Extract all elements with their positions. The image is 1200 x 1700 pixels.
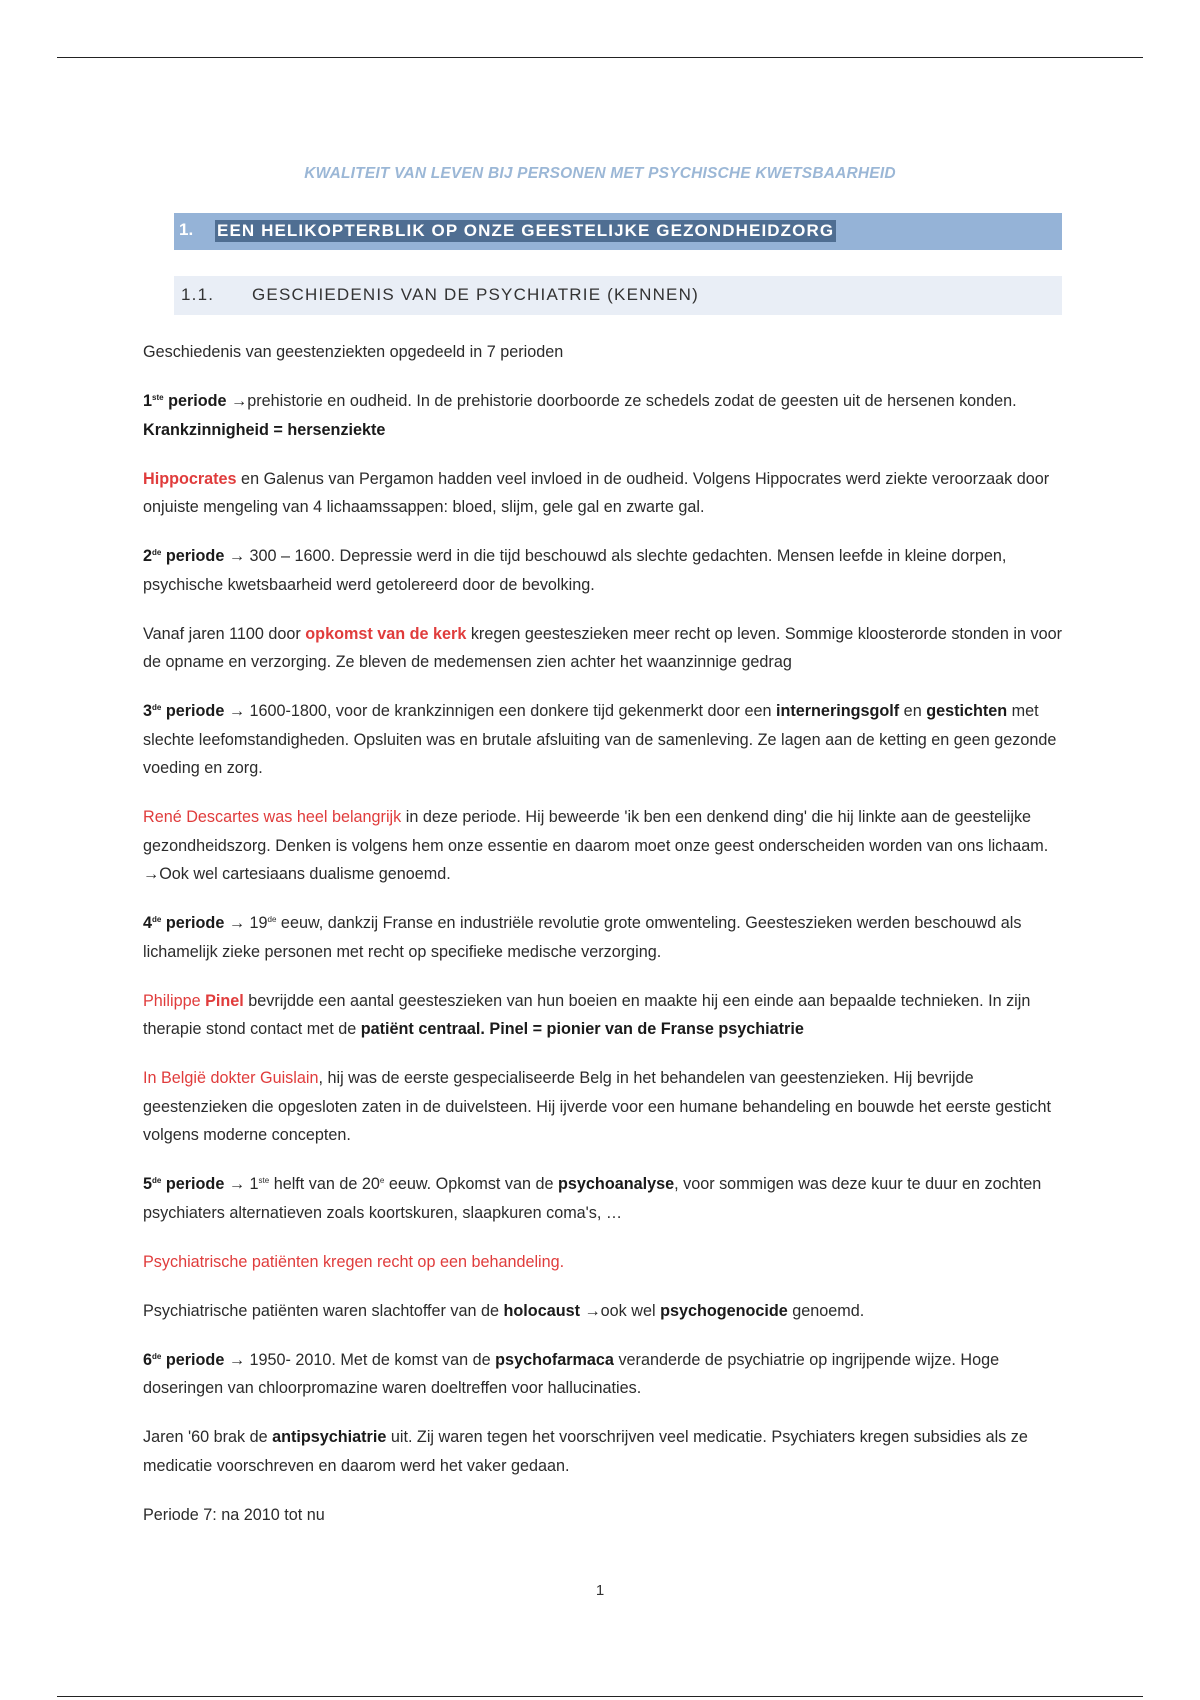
arrow-icon: → — [228, 914, 246, 932]
document-body — [143, 338, 1063, 1550]
period-1-paragraph: 1ste periode →prehistorie en oudheid. In de prehistorie doorboorde ze schedels zodat de geesten uit de hersenen konden. Krankzinnigheid = hersenziekte — [143, 392, 1017, 439]
arrow-icon: → — [228, 547, 246, 565]
intro-paragraph: Geschiedenis van geestenziekten opgedeeld in 7 perioden — [143, 343, 564, 361]
heading-2 — [174, 276, 1062, 315]
heading-1 — [174, 213, 1062, 250]
arrow-icon: → — [231, 392, 248, 410]
arrow-icon: → — [228, 702, 246, 720]
period-4-paragraph: 4de periode → 19de eeuw, dankzij Franse en industriële revolutie grote omwenteling. Geesteszieken werden beschouwd als lichamelijk zieke personen met recht op specifieke medische verzorging. — [143, 914, 1022, 961]
period-6-paragraph: 6de periode → 1950- 2010. Met de komst van de psychofarmaca veranderde de psychiatrie op ingrijpende wijze. Hoge doseringen van chloorpromazine waren doeltreffen voor hallucinaties. — [143, 1350, 1000, 1397]
page-number: 1 — [595, 1582, 605, 1599]
heading-1-number: 1. — [179, 220, 194, 239]
pinel-paragraph: Philippe Pinel bevrijdde een aantal geesteszieken van hun boeien en maakte hij een einde aan bepaalde technieken. In zijn therapie stond contact met de patiënt centraal. Pinel = pionier van de Franse psychiatrie — [143, 991, 1031, 1038]
church-paragraph: Vanaf jaren 1100 door opkomst van de kerk kregen geesteszieken meer recht op leven. Sommige kloosterorde stonden in voor de opname en verzorging. Ze bleven de medemensen zien achter het waanzinnige gedrag — [143, 624, 1063, 671]
top-rule — [57, 57, 1143, 58]
arrow-icon: → — [143, 865, 160, 883]
arrow-icon: → — [228, 1350, 246, 1369]
heading-2-number: 1.1. — [181, 285, 215, 304]
arrow-icon: → — [228, 1175, 246, 1193]
guislain-paragraph: In België dokter Guislain, hij was de eerste gespecialiseerde Belg in het behandelen van geestenzieken. Hij bevrijde geestenzieken die opgesloten zaten in de duivelsteen. Hij ijverde voor een humane behandeling en bouwde het eerste gesticht volgens moderne concepten. — [143, 1069, 1052, 1144]
document-title: KWALITEIT VAN LEVEN BIJ PERSONEN MET PSYCHISCHE KWETSBAARHEID — [304, 165, 896, 182]
heading-1-text: EEN HELIKOPTERBLIK OP ONZE GEESTELIJKE GEZONDHEIDZORG — [217, 221, 835, 240]
holocaust-paragraph: Psychiatrische patiënten waren slachtoffer van de holocaust →ook wel psychogenocide genoemd. — [143, 1301, 865, 1320]
heading-2-text: GESCHIEDENIS VAN DE PSYCHIATRIE (KENNEN) — [252, 285, 699, 304]
antipsychiatry-paragraph: Jaren '60 brak de antipsychiatrie uit. Zij waren tegen het voorschrijven veel medicatie. Psychiaters kregen subsidies als ze medicatie voorschreven en daarom werd het vaker gedaan. — [143, 1428, 1028, 1475]
arrow-icon: → — [584, 1301, 601, 1320]
bottom-rule — [57, 1696, 1143, 1697]
period-2-paragraph: 2de periode → 300 – 1600. Depressie werd in die tijd beschouwd als slechte gedachten. Mensen leefde in kleine dorpen, psychische kwetsbaarheid werd getolereerd door de bevolking. — [143, 547, 1007, 594]
period-5-paragraph: 5de periode → 1ste helft van de 20e eeuw. Opkomst van de psychoanalyse, voor sommigen was deze kuur te duur en zochten psychiaters alternatieven zoals koortskuren, slaapkuren coma's, … — [143, 1175, 1042, 1222]
treatment-rights-paragraph: Psychiatrische patiënten kregen recht op een behandeling. — [143, 1252, 565, 1271]
period-3-paragraph: 3de periode → 1600-1800, voor de krankzinnigen een donkere tijd gekenmerkt door een interneringsgolf en gestichten met slechte leefomstandigheden. Opsluiten was en brutale afsluiting van de samenleving. Ze lagen aan de ketting en geen gezonde voeding en zorg. — [143, 702, 1057, 777]
period-7-paragraph: Periode 7: na 2010 tot nu — [143, 1505, 325, 1524]
descartes-paragraph: René Descartes was heel belangrijk in deze periode. Hij beweerde 'ik ben een denkend ding' die hij linkte aan de geestelijke gezondheidszorg. Denken is volgens hem onze essentie en daarom moet onze geest onderscheiden worden van ons lichaam. →Ook wel cartesiaans dualisme genoemd. — [143, 808, 1049, 883]
hippocrates-paragraph: Hippocrates en Galenus van Pergamon hadden veel invloed in de oudheid. Volgens Hippocrates werd ziekte veroorzaak door onjuiste mengeling van 4 lichaamssappen: bloed, slijm, gele gal en zwarte gal. — [143, 469, 1050, 516]
